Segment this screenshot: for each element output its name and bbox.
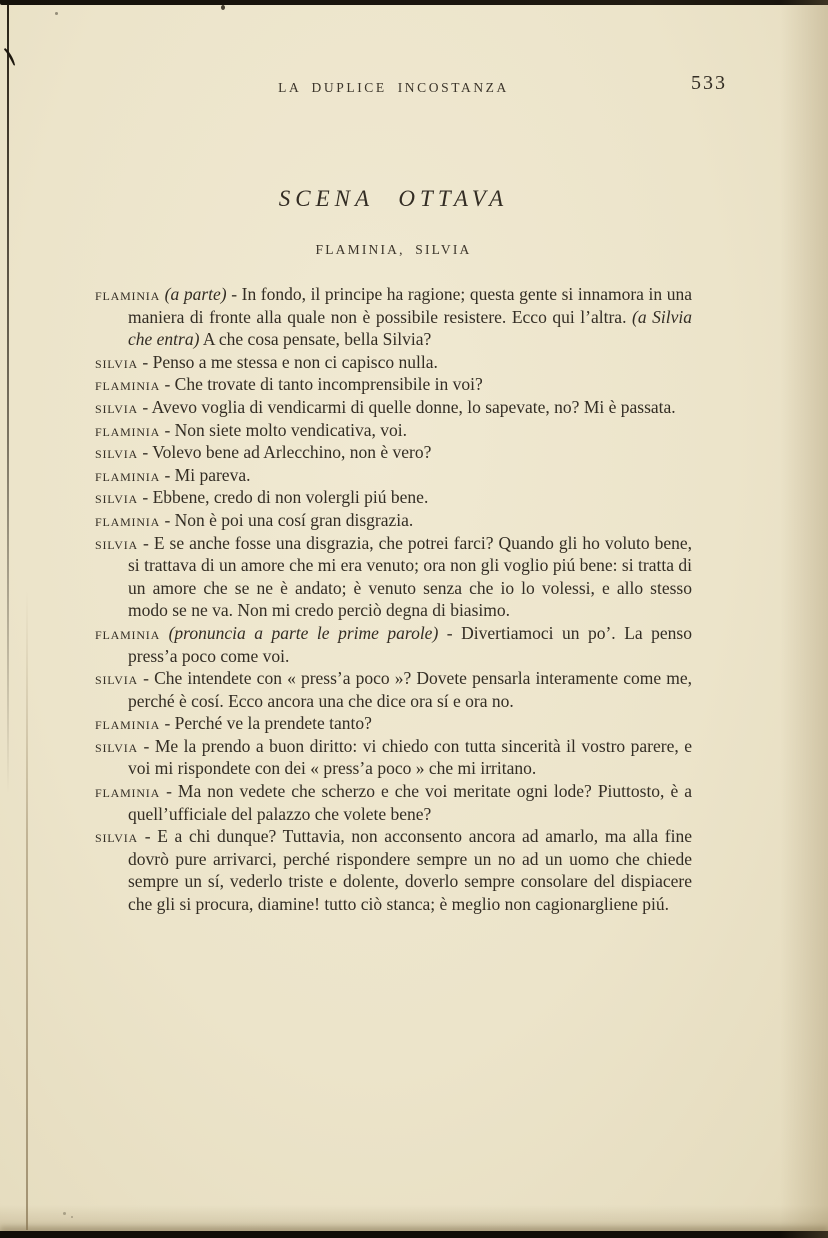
speech xyxy=(95,667,692,712)
speech-text: - Me la prendo a buon diritto: vi chiedo con tutta sincerità il vostro parere, e voi mi rispondete con dei « press’a poco » che mi irritano. xyxy=(128,735,693,779)
speaker-label: silvia xyxy=(95,826,139,847)
dialogue xyxy=(95,283,692,916)
speaker-label: silvia xyxy=(95,487,139,508)
speech xyxy=(95,486,692,509)
speaker-label: flaminia xyxy=(95,374,161,395)
scan-speck xyxy=(221,5,225,10)
stage-direction: (pronuncia a parte le prime parole) xyxy=(168,622,447,643)
speech xyxy=(95,509,692,532)
speaker-label: flaminia xyxy=(95,419,161,440)
speech-text: - Ma non vedete che scherzo e che voi meritate ogni lode? Piuttosto, è a quell’ufficiale del palazzo che volete bene? xyxy=(128,781,692,824)
speech-text: - E se anche fosse una disgrazia, che potrei farci? Quando gli ho voluto bene, si trattava di un amore che mi era venuto; ora non gli voglio piú bene: si tratta di un amore che se ne è andato; è venuto senza che io lo volessi, e allo stesso modo se ne va. Non mi credo perciò degna di biasimo. xyxy=(128,532,693,621)
speech-text: - Mi pareva. xyxy=(164,464,251,485)
scan-speck xyxy=(55,12,58,15)
speech-text: - Non siete molto vendicativa, voi. xyxy=(164,419,407,440)
speech-text: - In fondo, il principe ha ragione; questa gente si innamora in una maniera di fronte alla quale non è possibile resistere. Ecco qui l’altra. xyxy=(128,284,693,327)
scan-speck xyxy=(71,1216,73,1218)
stage-direction: (a parte) xyxy=(164,284,232,304)
scan-speck xyxy=(63,1212,66,1215)
speech-text: - Che intendete con « press’a poco »? Dovete pensarla interamente come me, perché è cosí. Ecco ancora una che dice ora sí e ora no. xyxy=(128,668,692,711)
speech xyxy=(95,396,692,419)
speech xyxy=(95,622,692,667)
running-header: LA DUPLICE INCOSTANZA xyxy=(278,80,509,95)
speech-text: A che cosa pensate, bella Silvia? xyxy=(199,329,432,350)
speech xyxy=(95,825,692,915)
scan-edge-top xyxy=(0,0,828,5)
speaker-label: flaminia xyxy=(95,509,161,530)
speaker-label: silvia xyxy=(95,396,139,417)
speaker-label: flaminia xyxy=(95,781,161,802)
speech xyxy=(95,735,692,780)
speech-text: - Divertiamoci un po’. La penso press’a poco come voi. xyxy=(128,622,692,666)
speech xyxy=(95,712,692,735)
speaker-label: flaminia xyxy=(95,284,161,304)
speech-text: - Volevo bene ad Arlecchino, non è vero? xyxy=(142,442,432,463)
page-crease-line xyxy=(26,590,28,1230)
speech xyxy=(95,351,692,374)
speech-text: - Ebbene, credo di non volergli piú bene. xyxy=(142,487,429,508)
speech-text: - Avevo voglia di vendicarmi di quelle donne, lo sapevate, no? Mi è passata. xyxy=(142,396,676,417)
speech xyxy=(95,283,692,351)
speech xyxy=(95,464,692,487)
speech-text: - Non è poi una cosí gran disgrazia. xyxy=(164,509,414,530)
scene-title: SCENA OTTAVA xyxy=(278,186,509,211)
speech-text: - E a chi dunque? Tuttavia, non acconsento ancora ad amarlo, ma alla fine dovrò pure arrivarci, perché rispondere sempre un no ad un uomo che chiede sempre un sí, vederlo triste e dolente, doverlo sempre consolare del dispiacere che gli si procura, diamine! tutto ciò stanca; è meglio non cagionargliene piú. xyxy=(128,826,692,915)
speech-text: - Perché ve la prendete tanto? xyxy=(164,713,372,734)
speaker-label: flaminia xyxy=(95,622,161,643)
speaker-label: silvia xyxy=(95,735,139,756)
binding-spine-line xyxy=(7,4,9,794)
speech xyxy=(95,780,692,825)
speech xyxy=(95,441,692,464)
speaker-label: flaminia xyxy=(95,464,161,485)
pen-mark-icon xyxy=(2,46,24,81)
speaker-label: silvia xyxy=(95,668,139,689)
cast-list: FLAMINIA, SILVIA xyxy=(315,242,472,257)
page-curl-shadow-bottom xyxy=(0,1205,828,1231)
stage-direction: (a Silvia che entra) xyxy=(128,306,693,350)
scan-edge-bottom xyxy=(0,1231,828,1238)
speech-text: - Penso a me stessa e non ci capisco nulla. xyxy=(142,351,438,372)
speech xyxy=(95,419,692,442)
page-number: 533 xyxy=(691,72,727,94)
speech xyxy=(95,373,692,396)
speaker-label: silvia xyxy=(95,442,139,463)
speaker-label: flaminia xyxy=(95,713,161,734)
speech xyxy=(95,532,692,622)
speaker-label: silvia xyxy=(95,532,139,553)
page-curl-shadow-right xyxy=(780,0,828,1238)
speech-text: - Che trovate di tanto incomprensibile in voi? xyxy=(164,374,483,395)
speaker-label: silvia xyxy=(95,351,139,372)
